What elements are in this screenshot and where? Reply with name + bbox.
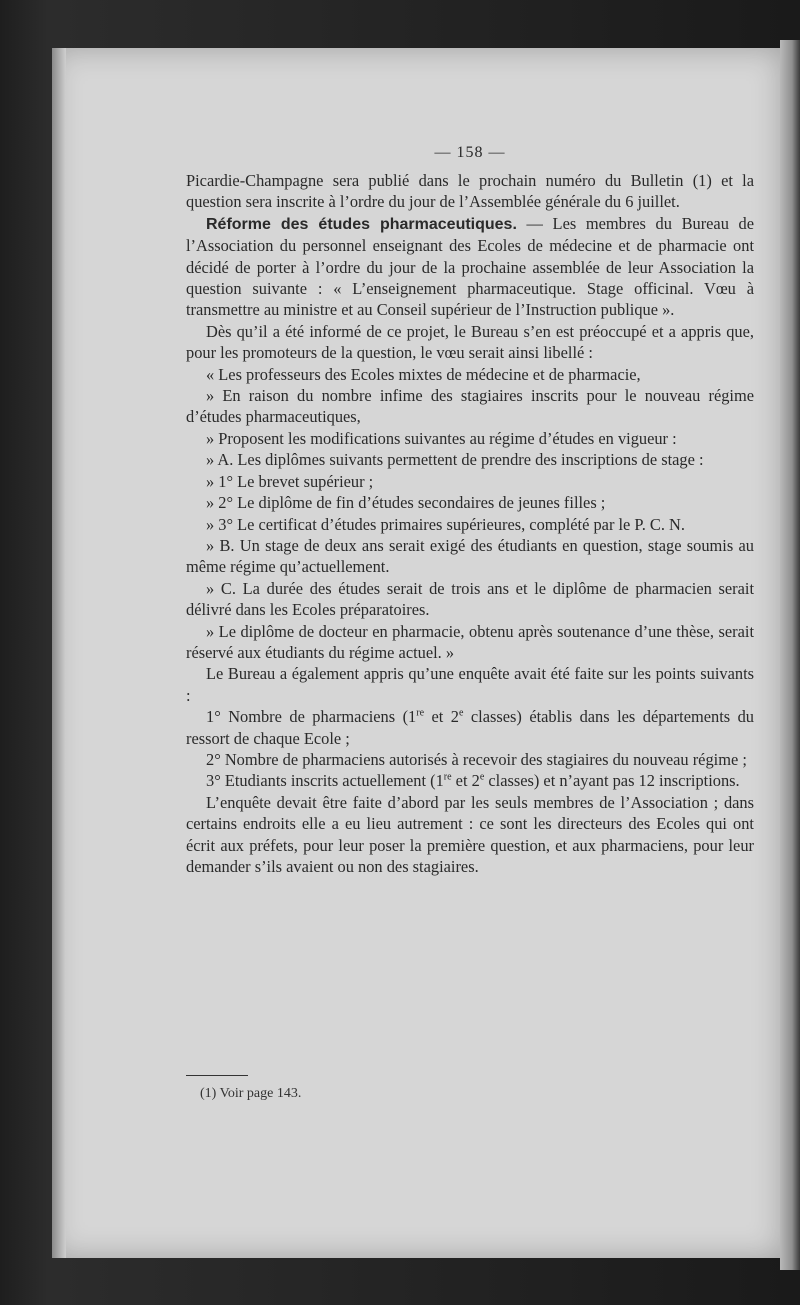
section-heading: Réforme des études pharmaceutiques. xyxy=(206,215,517,233)
paragraph: » A. Les diplômes suivants permettent de prendre des inscriptions de stage : xyxy=(206,450,704,470)
text-run: classes) et n’ayant pas 12 inscriptions. xyxy=(484,771,740,791)
page-gutter xyxy=(52,48,66,1258)
footnote: (1) Voir page 143. xyxy=(200,1086,302,1101)
paragraph: » Proposent les modifications suivantes au régime d’études en vigueur : xyxy=(206,428,677,448)
list-item xyxy=(186,770,754,791)
list-item: 2° Nombre de pharmaciens autorisés à recevoir des stagiaires du nouveau régime ; xyxy=(206,749,747,769)
paragraph: L’enquête devait être faite d’abord par les seuls membres de l’Association ; dans certains endroits elle a eu lieu autrement : ce sont les directeurs des Ecoles qui ont écrit aux préfets, pour leur poser la première question, et aux pharmaciens, pour leur demander s’ils avaient ou non des stagiaires. xyxy=(186,792,754,876)
paragraph: » Le diplôme de docteur en pharmacie, obtenu après soutenance d’une thèse, serait réservé aux étudiants du régime actuel. » xyxy=(186,621,754,662)
list-item: » 1° Le brevet supérieur ; xyxy=(206,471,374,491)
body-text xyxy=(186,170,754,877)
list-item: » 2° Le diplôme de fin d’études secondaires de jeunes filles ; xyxy=(206,493,606,513)
text-run: et 2 xyxy=(451,771,480,791)
footnote-rule xyxy=(186,1075,248,1076)
text-run: 3° Etudiants inscrits actuellement (1 xyxy=(206,771,444,791)
list-item: » 3° Le certificat d’études primaires supérieures, complété par le P. C. N. xyxy=(206,514,685,534)
paragraph: Le Bureau a également appris qu’une enquête avait été faite sur les points suivants : xyxy=(186,664,754,705)
page-number: — 158 — xyxy=(434,144,506,161)
text-run: classes) établis dans les départements du ressort de chaque Ecole ; xyxy=(186,707,754,748)
paragraph-reforme xyxy=(186,213,754,321)
page-edge xyxy=(780,40,800,1270)
paragraph: » En raison du nombre infime des stagiaires inscrits pour le nouveau régime d’études pharmaceutiques, xyxy=(186,386,754,427)
superscript: e xyxy=(458,707,464,719)
list-item xyxy=(186,706,754,749)
paragraph: « Les professeurs des Ecoles mixtes de médecine et de pharmacie, xyxy=(206,364,641,384)
text-run: et 2 xyxy=(424,707,459,727)
paragraph: Picardie-Champagne sera publié dans le prochain numéro du Bulletin (1) et la question sera inscrite à l’ordre du jour de l’Assemblée générale du 6 juillet. xyxy=(186,171,754,212)
superscript: e xyxy=(479,771,485,783)
paragraph-text: — Les membres du Bureau de l’Association du personnel enseignant des Ecoles de médecine et de pharmacie ont décidé de porter à l’ordre du jour de la prochaine assemblée de leur Association la question suivante : « L’enseignement pharmaceutique. Stage officinal. Vœu à transmettre au ministre et au Conseil supérieur de l’Instruction publique ». xyxy=(186,213,754,320)
paragraph: » C. La durée des études serait de trois ans et le diplôme de pharmacien serait délivré dans les Ecoles préparatoires. xyxy=(186,578,754,620)
text-run: 1° Nombre de pharmaciens (1 xyxy=(206,707,417,727)
paragraph: Dès qu’il a été informé de ce projet, le Bureau s’en est préoccupé et a appris que, pour les promoteurs de la question, le vœu serait ainsi libellé : xyxy=(186,321,754,363)
superscript: re xyxy=(443,771,452,783)
paragraph: » B. Un stage de deux ans serait exigé des étudiants en question, stage soumis au même régime qu’actuellement. xyxy=(186,535,754,577)
superscript: re xyxy=(416,707,425,719)
